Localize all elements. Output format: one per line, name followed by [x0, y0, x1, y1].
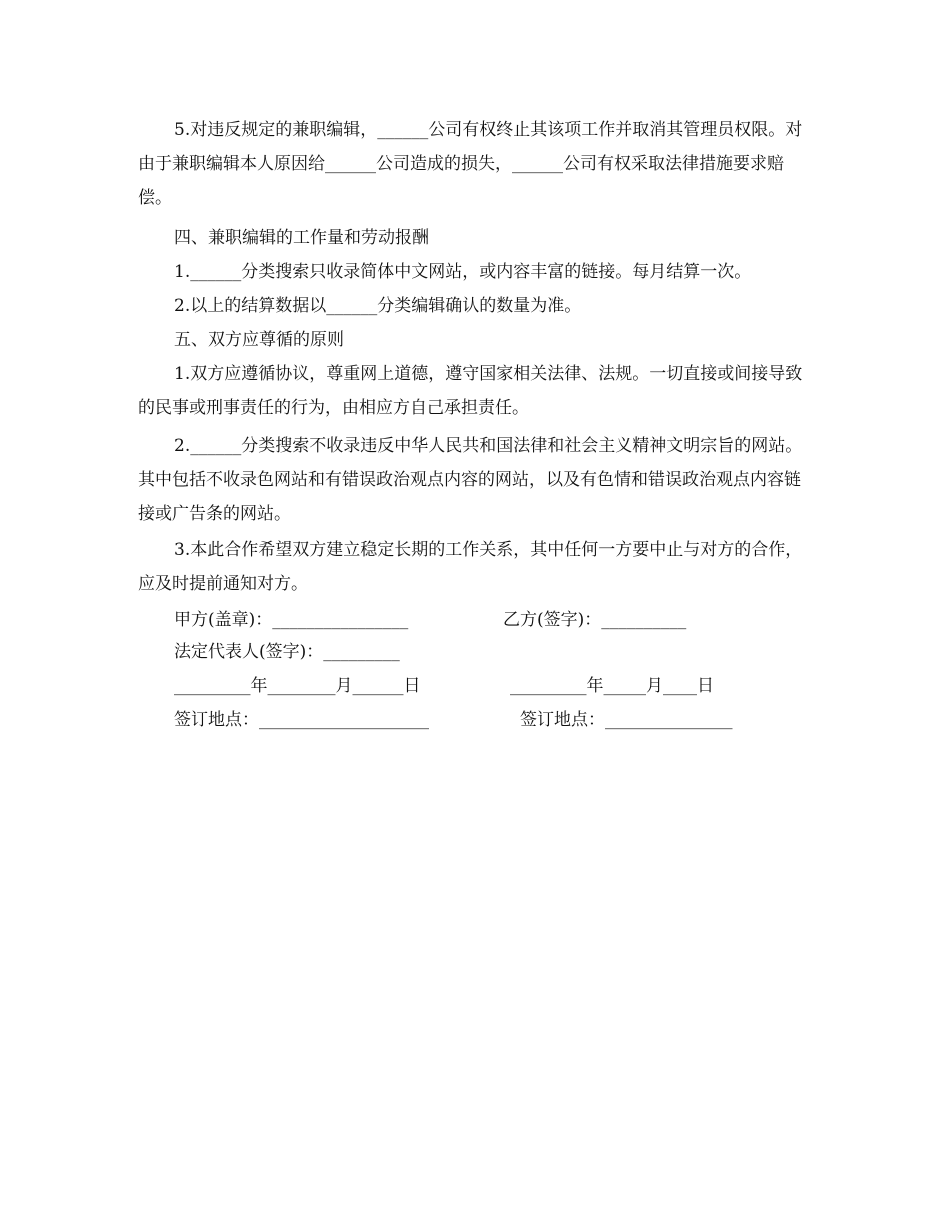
party-b-date-line: _________年_____月____日 — [510, 676, 714, 696]
party-a-place-line: 签订地点：____________________ — [174, 710, 429, 730]
legal-representative-line: 法定代表人(签字)：_________ — [174, 642, 400, 662]
party-a-seal-line: 甲方(盖章)：________________ — [174, 610, 409, 630]
section-5-heading: 五、双方应尊循的原则 — [174, 330, 344, 350]
clause-5-3: 3.本此合作希望双方建立稳定长期的工作关系，其中任何一方要中止与对方的合作，应及时提前通知对方。 — [138, 540, 803, 594]
section-4-heading: 四、兼职编辑的工作量和劳动报酬 — [174, 228, 429, 248]
clause-4-2: 2.以上的结算数据以______分类编辑确认的数量为准。 — [174, 296, 582, 316]
party-b-place-line: 签订地点：_______________ — [520, 710, 733, 730]
clause-4-1: 1.______分类搜索只收录简体中文网站，或内容丰富的链接。每月结算一次。 — [174, 262, 752, 282]
party-a-date-line: _________年________月______日 — [174, 676, 421, 696]
clause-3-5: 5.对违反规定的兼职编辑，______公司有权终止其该项工作并取消其管理员权限。对由于兼职编辑本人原因给______公司造成的损失，______公司有权采取法律措施要求赔偿。 — [138, 120, 803, 208]
party-b-sign-line: 乙方(签字)：__________ — [503, 610, 687, 630]
clause-5-1: 1.双方应遵循协议，尊重网上道德，遵守国家相关法律、法规。一切直接或间接导致的民事或刑事责任的行为，由相应方自己承担责任。 — [138, 364, 803, 418]
clause-5-2: 2.______分类搜索不收录违反中华人民共和国法律和社会主义精神文明宗旨的网站。其中包括不收录色网站和有错误政治观点内容的网站，以及有色情和错误政治观点内容链接或广告条的网站。 — [138, 436, 803, 524]
